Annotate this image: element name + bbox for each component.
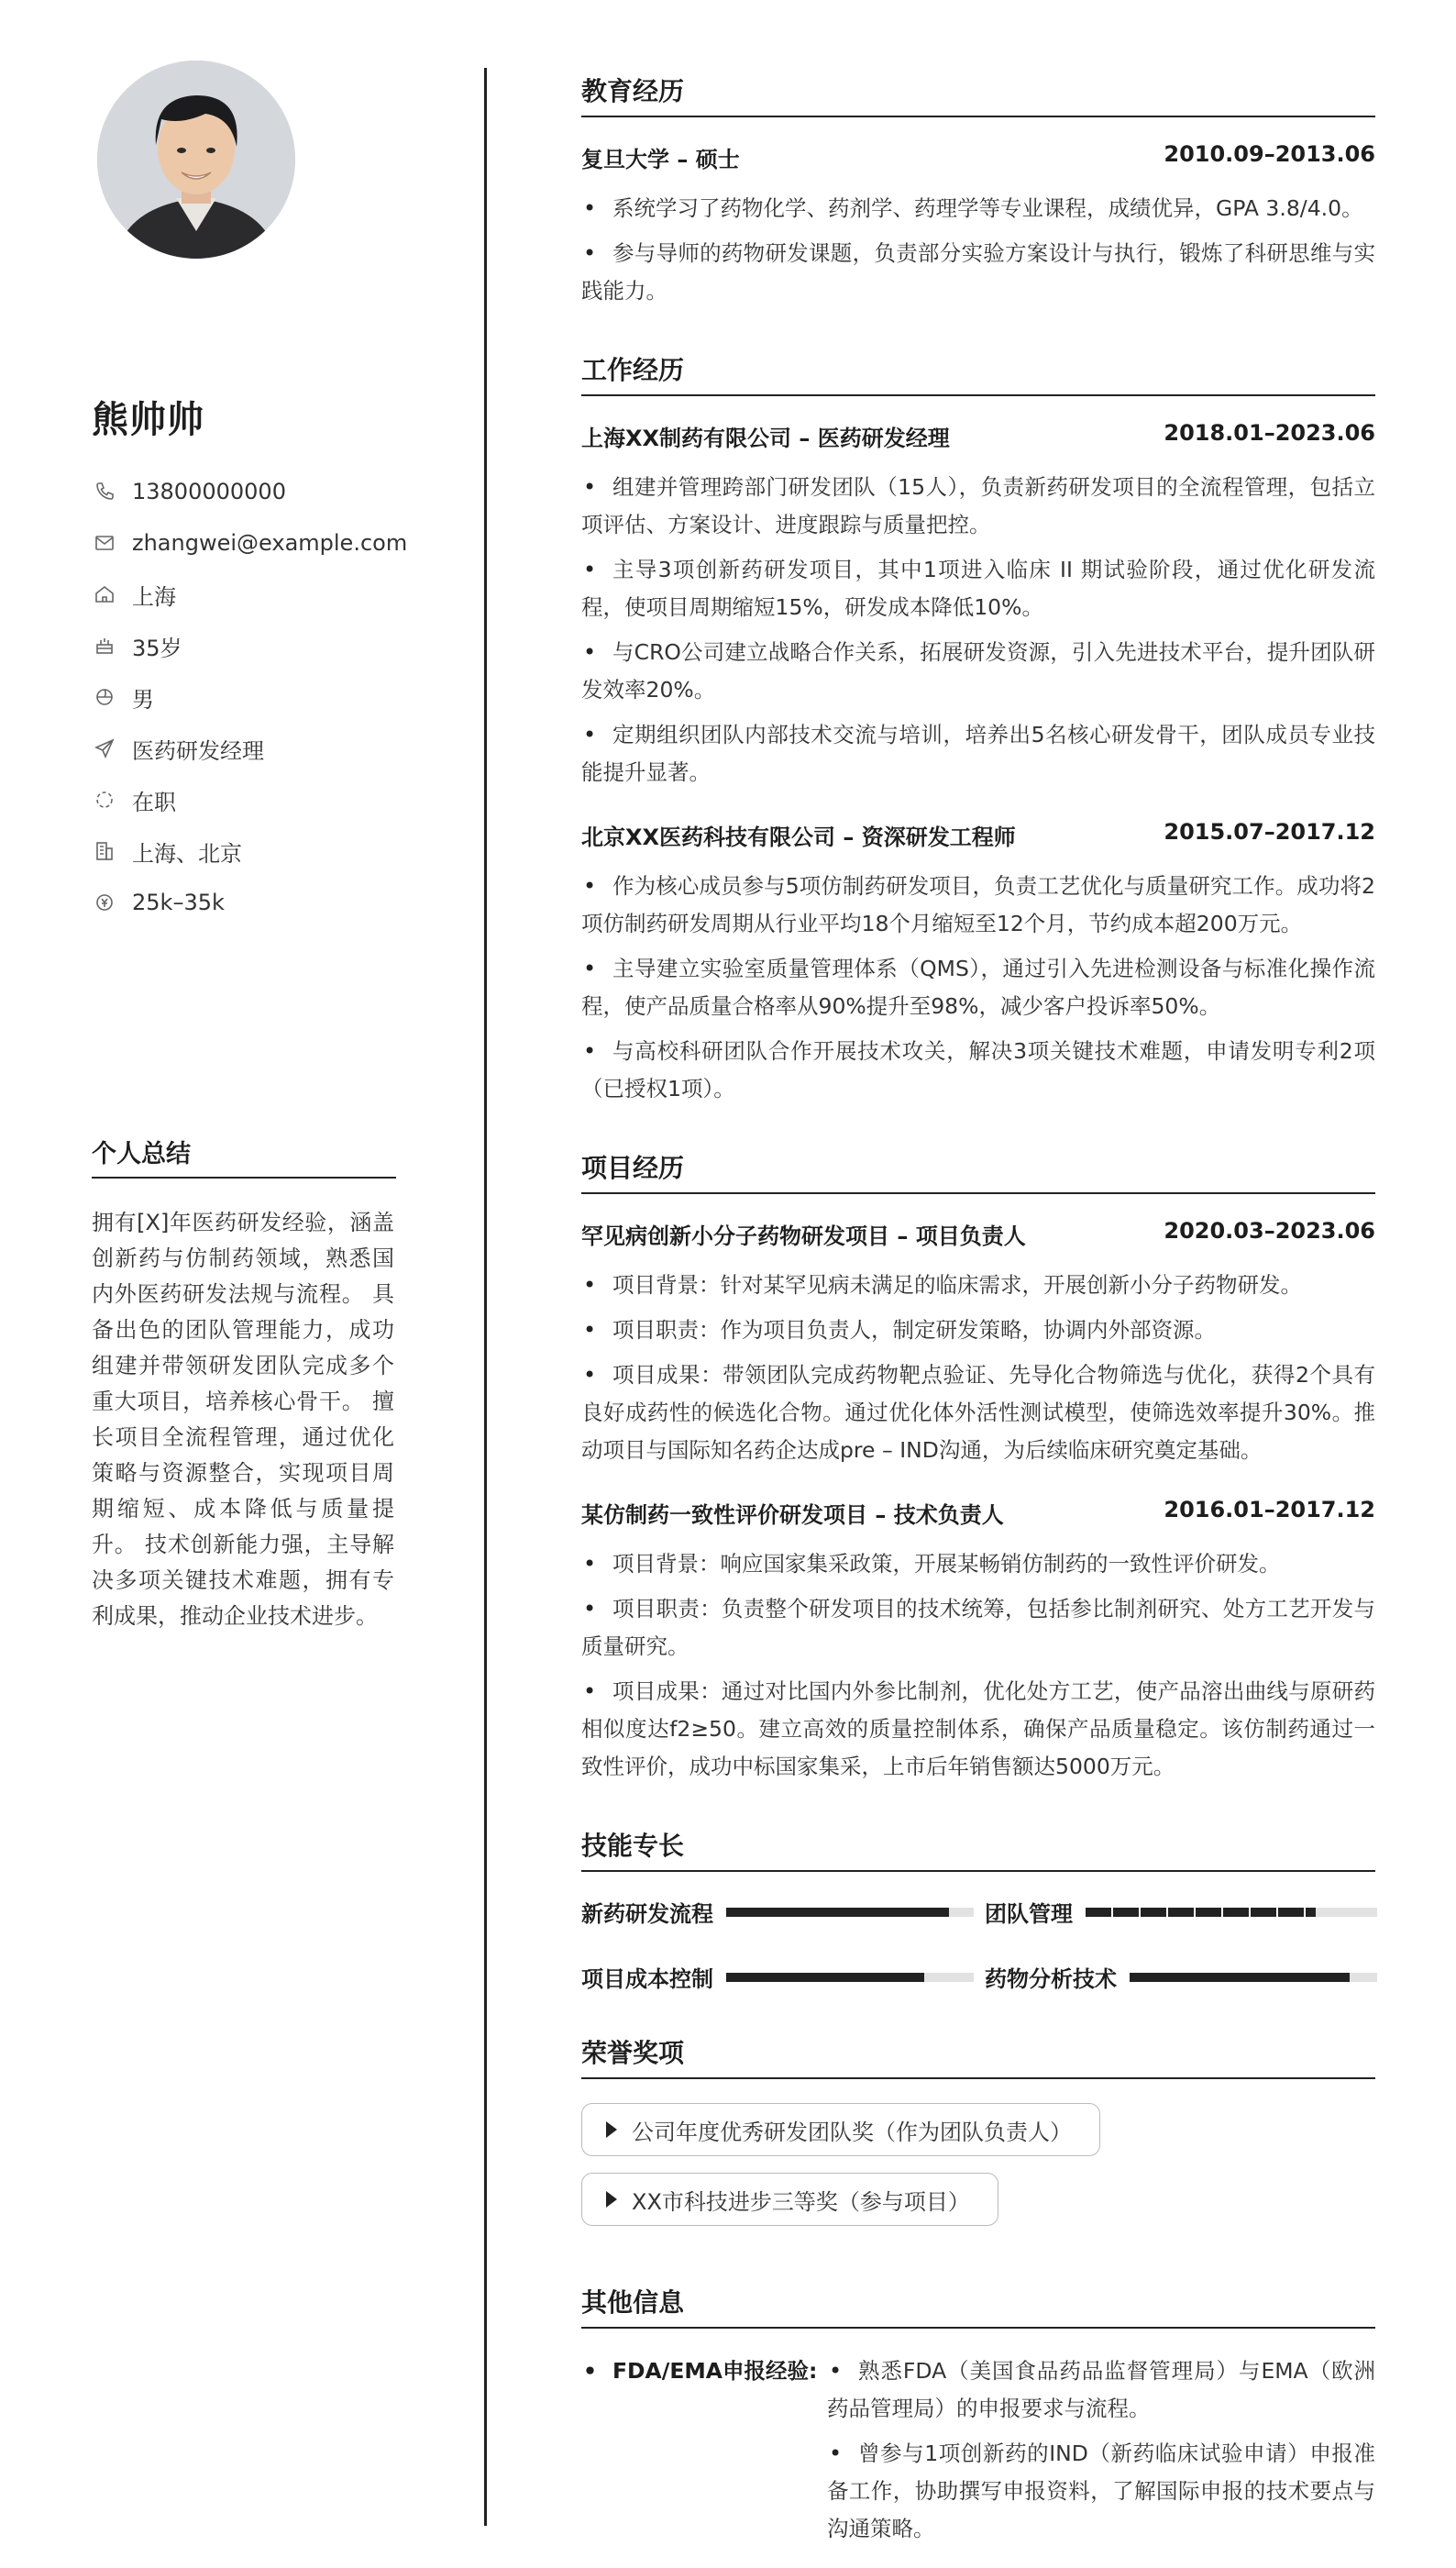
awards-section [581,2033,1375,2242]
contact-phone [92,466,458,517]
summary-text: 拥有[X]年医药研发经验，涵盖创新药与仿制药领域，熟悉国内外医药研发法规与流程。 具备出色的团队管理能力，成功组建并带领研发团队完成多个重大项目，培养核心骨干。 擅长项目全流程管理，通过优化策略与资源整合，实现项目周期缩短、成本降低与质量提升。 技术创新能力强，主导解决多项关键技术难题，拥有专利成果，推动企业技术进步。 [92,1210,394,1629]
entry-heading: 复旦大学 – 硕士 [581,147,740,172]
awards-title: 荣誉奖项 [581,2033,1375,2079]
list-item: • 组建并管理跨部门研发团队（15人），负责新药研发项目的全流程管理，包括立项评估、方案设计、进度跟踪与质量把控。 [581,469,1375,544]
list-item: • 参与导师的药物研发课题，负责部分实验方案设计与执行，锻炼了科研思维与实践能力。 [581,235,1375,310]
work-title: 工作经历 [581,350,1375,396]
contact-list [92,466,458,928]
skill-item [581,1896,985,1928]
contact-gender-value: 男 [132,686,154,713]
list-item: • 项目成果：带领团队完成药物靶点验证、先导化合物筛选与优化，获得2个具有良好成药性的候选化合物。通过优化体外活性测试模型，使筛选效率提升30%。推动项目与国际知名药企达成pre – IND沟通，为后续临床研究奠定基础。 [581,1356,1375,1469]
skills-section [581,1826,1375,1993]
list-item: • 项目成果：通过对比国内外参比制剂，优化处方工艺，使产品溶出曲线与原研药相似度达f2≥50。建立高效的质量控制体系，确保产品质量稳定。该仿制药通过一致性评价，成功中标国家集采，上市后年销售额达5000万元。 [581,1673,1375,1786]
cake-icon [92,633,117,659]
summary-title: 个人总结 [92,1134,396,1179]
entry-header [581,1497,1375,1529]
contact-salary-value: 25k–35k [132,890,225,915]
list-item: • 项目背景：响应国家集采政策，开展某畅销仿制药的一致性评价研发。 [581,1545,1375,1583]
play-triangle-icon [606,2121,617,2138]
entry-header [581,1218,1375,1250]
list-item: • 作为核心成员参与5项仿制药研发项目，负责工艺优化与质量研究工作。成功将2项仿制药研发周期从行业平均18个月缩短至12个月，节约成本超200万元。 [581,868,1375,943]
contact-city-value: 上海 [132,583,176,610]
entry-header [581,141,1375,173]
contact-email-value: zhangwei@example.com [132,530,408,556]
avatar-portrait [97,61,295,259]
contact-age [92,620,458,671]
list-item: • 项目职责：作为项目负责人，制定研发策略，协调内外部资源。 [581,1312,1375,1349]
projects-title: 项目经历 [581,1148,1375,1194]
entry-header [581,420,1375,452]
gender-icon [92,684,117,710]
main-content [581,72,1375,2568]
status-icon [92,787,117,813]
award-label: 公司年度优秀研发团队奖（作为团队负责人） [632,2119,1072,2145]
entry-heading: 上海XX制药有限公司 – 医药研发经理 [581,426,950,451]
entry-heading: 某仿制药一致性评价研发项目 – 技术负责人 [581,1502,1004,1528]
contact-status [92,774,458,825]
skill-item [581,1961,985,1993]
other-title: 其他信息 [581,2283,1375,2329]
entry-heading: 北京XX医药科技有限公司 – 资深研发工程师 [581,825,1016,850]
entry-date: 2020.03–2023.06 [1164,1218,1375,1244]
contact-position [92,723,458,774]
contact-gender [92,671,458,723]
skill-bar [726,1908,974,1917]
list-item: • 主导3项创新药研发项目，其中1项进入临床 II 期试验阶段，通过优化研发流程，使项目周期缩短15%，研发成本降低10%。 [581,551,1375,626]
work-section [581,350,1375,1108]
contact-salary [92,877,458,928]
work-entry [581,819,1375,1108]
list-item: • 定期组织团队内部技术交流与培训，培养出5名核心研发骨干，团队成员专业技能提升显著。 [581,716,1375,791]
list-item: • 项目背景：针对某罕见病未满足的临床需求，开展创新小分子药物研发。 [581,1267,1375,1304]
skill-bar [1086,1908,1377,1917]
contact-locations [92,825,458,877]
other-section [581,2283,1375,2555]
projects-section [581,1148,1375,1786]
skill-bar-fill [726,1973,924,1982]
entry-header [581,819,1375,851]
award-item [581,2173,998,2226]
home-icon [92,581,117,607]
contact-phone-value: 13800000000 [132,479,286,504]
skill-label: 团队管理 [985,1901,1073,1927]
column-divider [484,68,487,2526]
award-label: XX市科技进步三等奖（参与项目） [632,2188,970,2215]
entry-date: 2018.01–2023.06 [1164,420,1375,446]
other-entry [581,2352,1375,2555]
entry-date: 2016.01–2017.12 [1164,1497,1375,1522]
contact-age-value: 35岁 [132,635,182,661]
list-item: • 系统学习了药物化学、药剂学、药理学等专业课程，成绩优异，GPA 3.8/4.0。 [581,190,1375,227]
avatar [97,61,295,259]
other-entry-items [827,2352,1375,2555]
skill-item [985,1896,1379,1928]
skill-bar [1130,1973,1377,1982]
phone-icon [92,479,117,504]
other-entry-label: • FDA/EMA申报经验: [581,2352,827,2555]
skills-title: 技能专长 [581,1826,1375,1872]
entry-heading: 罕见病创新小分子药物研发项目 – 项目负责人 [581,1223,1026,1249]
contact-locations-value: 上海、北京 [132,840,242,867]
send-icon [92,736,117,761]
contact-status-value: 在职 [132,789,176,815]
skill-label: 项目成本控制 [581,1966,713,1992]
entry-date: 2015.07–2017.12 [1164,819,1375,845]
contact-position-value: 医药研发经理 [132,737,264,764]
skills-grid [581,1896,1375,1993]
education-entry [581,141,1375,310]
work-entry [581,420,1375,791]
project-entry [581,1497,1375,1786]
skill-bar-fill [1086,1908,1316,1917]
list-item: • 熟悉FDA（美国食品药品监督管理局）与EMA（欧洲药品管理局）的申报要求与流程。 [827,2352,1375,2428]
skill-bar-fill [1130,1973,1350,1982]
project-entry [581,1218,1375,1469]
education-section [581,72,1375,310]
education-title: 教育经历 [581,72,1375,117]
skill-item [985,1961,1379,1993]
skill-label: 药物分析技术 [985,1966,1117,1992]
skill-bar-fill [726,1908,949,1917]
award-list [581,2103,1375,2242]
entry-date: 2010.09–2013.06 [1164,141,1375,167]
list-item: • 与高校科研团队合作开展技术攻关，解决3项关键技术难题，申请发明专利2项（已授权1项）。 [581,1033,1375,1108]
mail-icon [92,530,117,556]
contact-city [92,569,458,620]
skill-label: 新药研发流程 [581,1901,713,1927]
play-triangle-icon [606,2191,617,2208]
list-item: • 曾参与1项创新药的IND（新药临床试验申请）申报准备工作，协助撰写申报资料，了解国际申报的技术要点与沟通策略。 [827,2435,1375,2548]
list-item: • 主导建立实验室质量管理体系（QMS），通过引入先进检测设备与标准化操作流程，使产品质量合格率从90%提升至98%，减少客户投诉率50%。 [581,950,1375,1025]
list-item: • 项目职责：负责整个研发项目的技术统筹，包括参比制剂研究、处方工艺开发与质量研究。 [581,1590,1375,1666]
list-item: • 与CRO公司建立战略合作关系，拓展研发资源，引入先进技术平台，提升团队研发效率20%。 [581,634,1375,709]
award-item [581,2103,1100,2156]
salary-icon [92,890,117,915]
profile-name: 熊帅帅 [92,399,204,441]
contact-email [92,517,458,569]
skill-bar [726,1973,974,1982]
building-icon [92,838,117,864]
